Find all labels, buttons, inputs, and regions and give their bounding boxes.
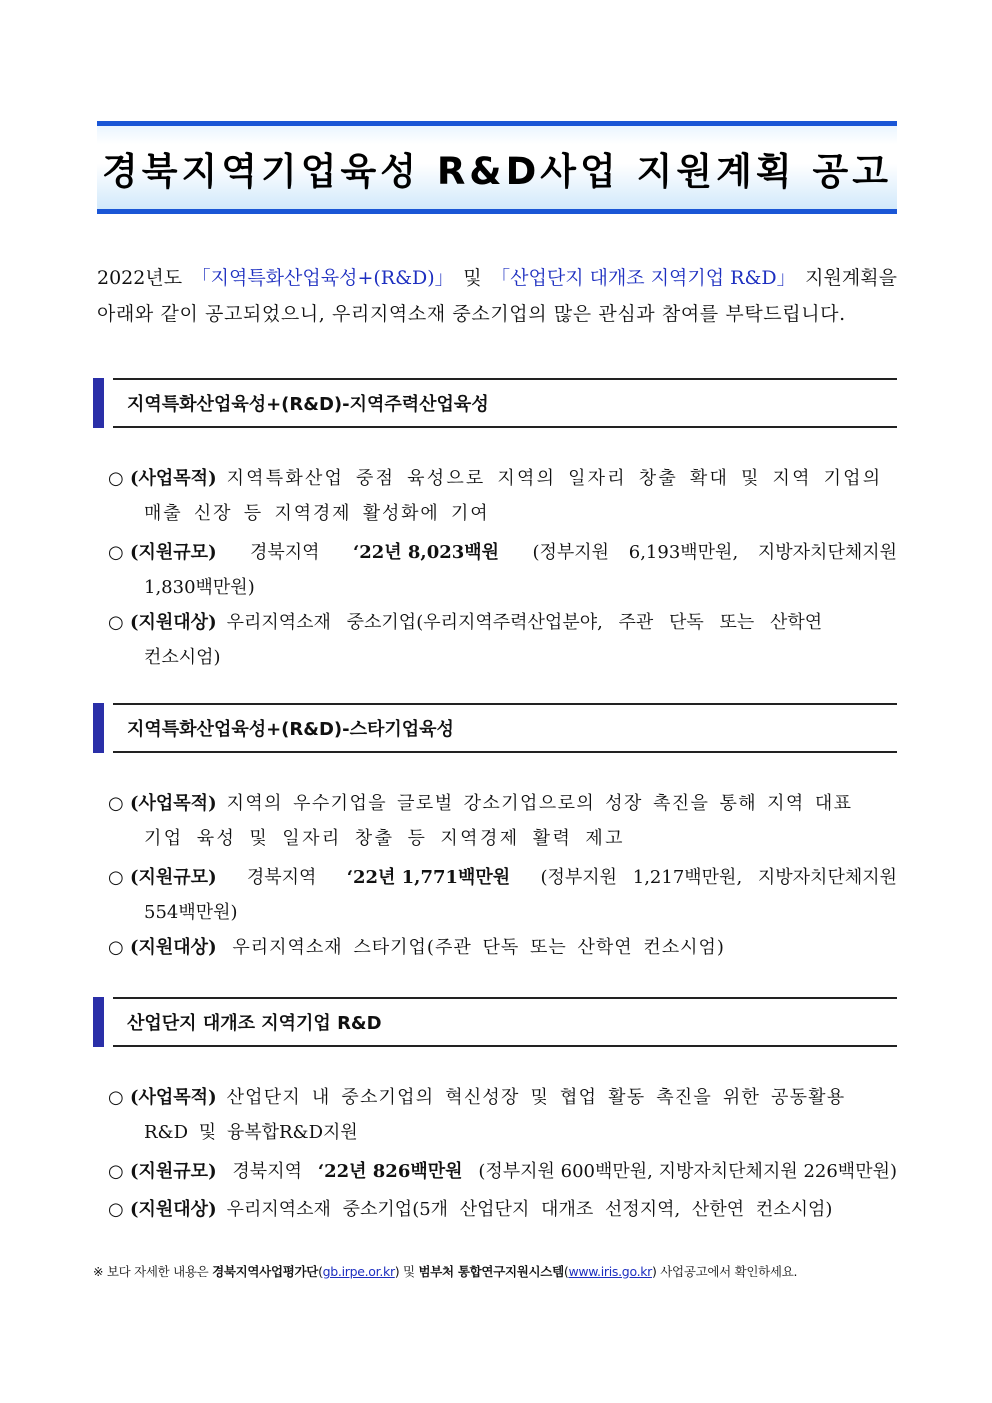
item-label: (지원대상) bbox=[130, 937, 217, 958]
bullet: ○ bbox=[108, 542, 124, 563]
item-text-cont: 매출 신장 등 지역경제 활성화에 기여 bbox=[144, 503, 490, 524]
item-label: (사업목적) bbox=[130, 1087, 217, 1108]
iris-link[interactable]: www.iris.go.kr bbox=[568, 1264, 653, 1279]
item-text: 산업단지 내 중소기업의 혁신성장 및 협업 활동 촉진을 위한 공동활용 bbox=[226, 1087, 846, 1108]
list-item bbox=[108, 860, 897, 930]
heading-rule-top bbox=[113, 703, 897, 705]
section-title: 지역특화산업육성+(R&D)-지역주력산업육성 bbox=[127, 394, 489, 415]
item-label: (지원규모) bbox=[130, 867, 217, 888]
bullet: ○ bbox=[108, 1199, 124, 1220]
item-label: (지원대상) bbox=[130, 612, 217, 633]
item-label: (지원규모) bbox=[130, 1161, 217, 1182]
item-text: (정부지원 600백만원, 지방자치단체지원 226백만원) bbox=[478, 1161, 897, 1182]
section-heading-1 bbox=[93, 378, 897, 428]
item-text-cont: R&D 및 융복합R&D지원 bbox=[144, 1122, 358, 1143]
section-heading-3 bbox=[93, 997, 897, 1047]
list-item bbox=[108, 535, 897, 605]
bullet: ○ bbox=[108, 468, 124, 489]
section-heading-2 bbox=[93, 703, 897, 753]
list-item bbox=[108, 1192, 897, 1227]
item-text: (정부지원 1,217백만원, 지방자치단체지원 bbox=[540, 867, 897, 888]
agency-name: 경북지역사업평가단 bbox=[212, 1264, 319, 1279]
agency-link[interactable]: gb.irpe.or.kr bbox=[322, 1264, 395, 1279]
bullet: ○ bbox=[108, 937, 124, 958]
item-text: 우리지역소재 중소기업(우리지역주력산업분야, 주관 단독 또는 산학연 bbox=[226, 612, 823, 633]
item-text: 우리지역소재 스타기업(주관 단독 또는 산학연 컨소시엄) bbox=[232, 937, 725, 958]
bullet: ○ bbox=[108, 1087, 124, 1108]
system-name: 범부처 통합연구지원시스템 bbox=[418, 1264, 564, 1279]
bullet: ○ bbox=[108, 612, 124, 633]
intro-program-1: 「지역특화산업육성+(R&D)」 bbox=[191, 267, 454, 289]
item-text-cont: 1,830백만원) bbox=[144, 577, 255, 598]
item-label: (지원대상) bbox=[130, 1199, 217, 1220]
intro-paragraph bbox=[97, 260, 897, 332]
item-text: 우리지역소재 중소기업(5개 산업단지 대개조 선정지역, 산한연 컨소시엄) bbox=[226, 1199, 833, 1220]
intro-and: 및 bbox=[463, 267, 482, 289]
item-label: (지원규모) bbox=[130, 542, 217, 563]
bullet: ○ bbox=[108, 1161, 124, 1182]
list-item bbox=[108, 461, 897, 531]
bullet: ○ bbox=[108, 793, 124, 814]
heading-rule-bottom bbox=[113, 751, 897, 753]
item-amount: ‘22년 1,771백만원 bbox=[346, 867, 511, 888]
footnote: ※ 보다 자세한 내용은 경북지역사업평가단(gb.irpe.or.kr) 및 범부처 통합연구지원시스템(www.iris.go.kr) 사업공고에서 확인하세요. bbox=[93, 1264, 798, 1279]
list-item bbox=[108, 1154, 897, 1189]
item-amount: ‘22년 8,023백원 bbox=[352, 542, 500, 563]
section-title: 지역특화산업육성+(R&D)-스타기업육성 bbox=[127, 719, 454, 740]
section-bar bbox=[93, 703, 104, 753]
heading-rule-bottom bbox=[113, 426, 897, 428]
section-bar bbox=[93, 378, 104, 428]
item-region: 경북지역 bbox=[249, 542, 320, 563]
item-text: (정부지원 6,193백만원, 지방자치단체지원 bbox=[532, 542, 897, 563]
list-item bbox=[108, 786, 897, 856]
intro-line-1 bbox=[97, 260, 897, 296]
item-label: (사업목적) bbox=[130, 468, 217, 489]
item-region: 경북지역 bbox=[232, 1161, 302, 1182]
section-title: 산업단지 대개조 지역기업 R&D bbox=[127, 1013, 382, 1034]
page-title: 경북지역기업육성 R&D사업 지원계획 공고 bbox=[102, 149, 892, 193]
item-text: 지역특화산업 중점 육성으로 지역의 일자리 창출 확대 및 지역 기업의 bbox=[226, 468, 883, 489]
intro-tail: 지원계획을 bbox=[805, 267, 897, 289]
list-item bbox=[108, 930, 897, 965]
heading-rule-top bbox=[113, 997, 897, 999]
intro-year: 2022년도 bbox=[97, 267, 183, 289]
item-label: (사업목적) bbox=[130, 793, 217, 814]
list-item bbox=[108, 605, 897, 675]
heading-rule-top bbox=[113, 378, 897, 380]
item-region: 경북지역 bbox=[246, 867, 317, 888]
section-bar bbox=[93, 997, 104, 1047]
intro-line-2: 아래와 같이 공고되었으니, 우리지역소재 중소기업의 많은 관심과 참여를 부탁드립니다. bbox=[97, 303, 846, 325]
item-amount: ‘22년 826백만원 bbox=[317, 1161, 463, 1182]
item-text-cont: 컨소시엄) bbox=[144, 647, 221, 668]
heading-rule-bottom bbox=[113, 1045, 897, 1047]
item-text-cont: 기업 육성 및 일자리 창출 등 지역경제 활력 제고 bbox=[144, 828, 625, 849]
item-text: 지역의 우수기업을 글로벌 강소기업으로의 성장 촉진을 통해 지역 대표 bbox=[226, 793, 853, 814]
list-item bbox=[108, 1080, 897, 1150]
bullet: ○ bbox=[108, 867, 124, 888]
intro-program-2: 「산업단지 대개조 지역기업 R&D」 bbox=[491, 267, 796, 289]
title-banner bbox=[97, 121, 897, 214]
item-text-cont: 554백만원) bbox=[144, 902, 238, 923]
